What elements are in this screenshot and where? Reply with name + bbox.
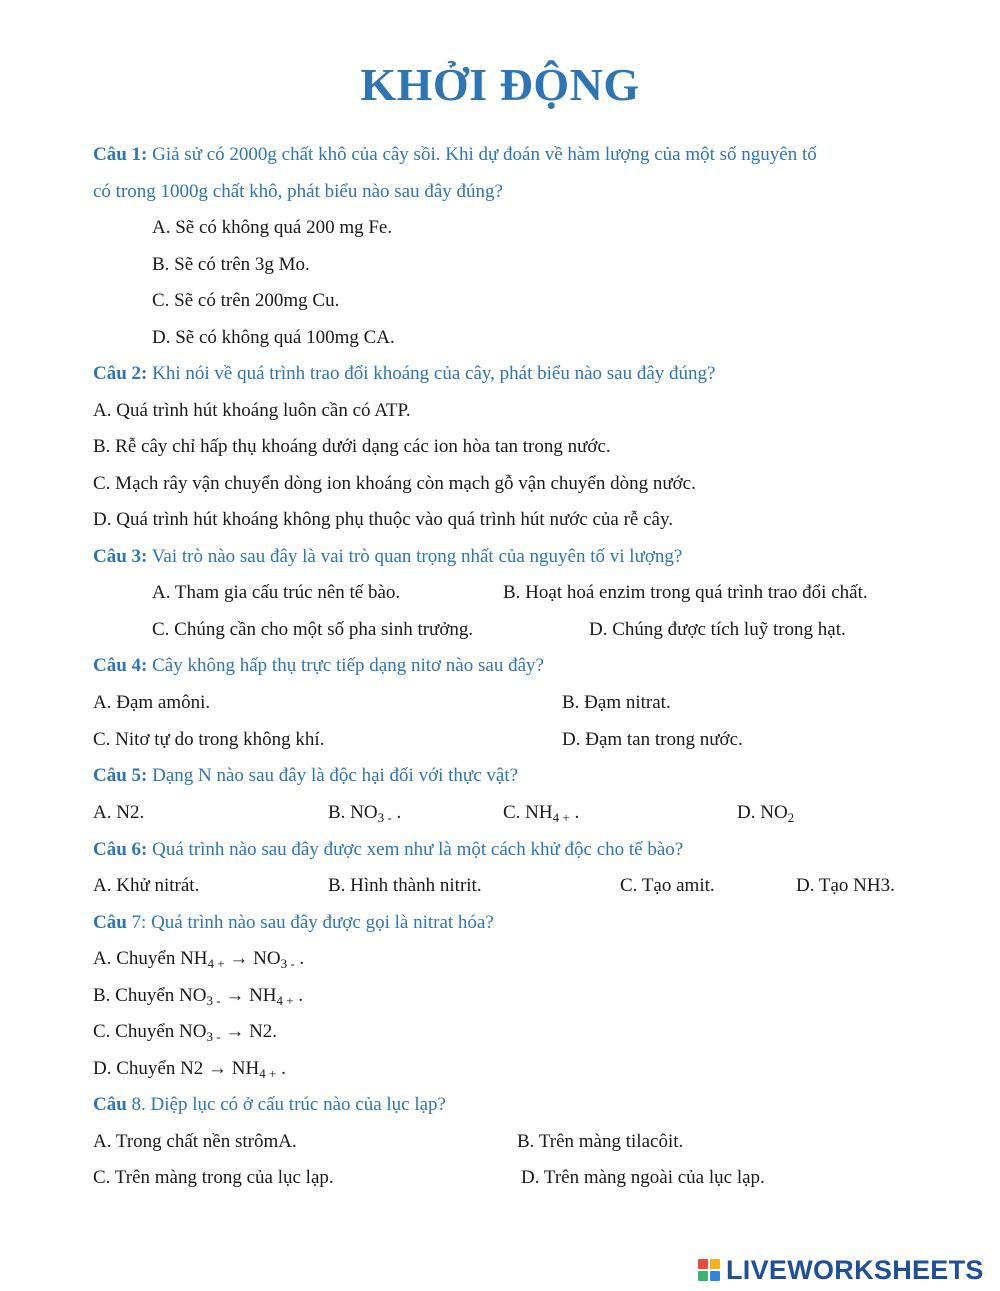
logo-square-icon xyxy=(698,1271,708,1281)
q3-option-c[interactable]: C. Chúng cần cho một số pha sinh trưởng. xyxy=(152,619,474,640)
q1-option-a[interactable]: A. Sẽ có không quá 200 mg Fe. xyxy=(152,217,393,238)
liveworksheets-logo[interactable] xyxy=(698,1254,984,1286)
question-3-label: Câu 3: xyxy=(93,546,148,567)
q8-option-b[interactable]: B. Trên màng tilacôit. xyxy=(517,1131,684,1152)
q5-option-b[interactable]: B. $NO_{3 -}$ . xyxy=(328,802,402,825)
question-4-label: Câu 4: xyxy=(93,655,148,676)
q6-option-a[interactable]: A. Khử nitrát. xyxy=(93,875,200,896)
question-2-label: Câu 2: xyxy=(93,363,148,384)
logo-square-icon xyxy=(710,1271,720,1281)
q1-option-c[interactable]: C. Sẽ có trên 200mg Cu. xyxy=(152,290,340,311)
q8-option-d[interactable]: D. Trên màng ngoài của lục lạp. xyxy=(521,1167,765,1188)
logo-square-icon xyxy=(698,1259,708,1269)
q1-option-d[interactable]: D. Sẽ có không quá 100mg CA. xyxy=(152,327,395,348)
q5-option-d[interactable]: D. $NO_2$ xyxy=(737,802,795,825)
q3-option-a[interactable]: A. Tham gia cấu trúc nên tế bào. xyxy=(152,582,401,603)
question-1-stem-cont: có trong 1000g chất khô, phát biểu nào sau đây đúng? xyxy=(93,181,503,202)
q7-option-c[interactable]: C. Chuyển $NO_{3 -} \to N2$. xyxy=(93,1021,278,1044)
q5-option-a[interactable]: A. N2. xyxy=(93,802,145,823)
question-3-stem: Câu 3: Vai trò nào sau đây là vai trò quan trọng nhất của nguyên tố vi lượng? xyxy=(93,546,683,567)
q6-option-b[interactable]: B. Hình thành nitrit. xyxy=(328,875,482,896)
question-8-label: Câu xyxy=(93,1094,127,1115)
q2-option-c[interactable]: C. Mạch rây vận chuyển dòng ion khoáng còn mạch gỗ vận chuyển dòng nước. xyxy=(93,473,696,494)
q2-option-b[interactable]: B. Rễ cây chỉ hấp thụ khoáng dưới dạng các ion hòa tan trong nước. xyxy=(93,436,611,457)
question-2-stem: Câu 2: Khi nói về quá trình trao đổi khoáng của cây, phát biểu nào sau đây đúng? xyxy=(93,363,716,384)
q7-option-d[interactable]: D. Chuyển $N2 \to NH_{4 +}$ . xyxy=(93,1058,286,1081)
brand-name: LIVEWORKSHEETS xyxy=(726,1254,984,1285)
question-7-stem: Câu 7: Quá trình nào sau đây được gọi là nitrat hóa? xyxy=(93,912,494,933)
q6-option-d[interactable]: D. Tạo NH3. xyxy=(796,875,895,896)
q4-option-b[interactable]: B. Đạm nitrat. xyxy=(562,692,671,713)
q6-option-c[interactable]: C. Tạo amit. xyxy=(620,875,715,896)
q4-option-d[interactable]: D. Đạm tan trong nước. xyxy=(562,729,743,750)
question-6-stem: Câu 6: Quá trình nào sau đây được xem như là một cách khử độc cho tế bào? xyxy=(93,839,684,860)
question-7-label: Câu xyxy=(93,912,127,933)
q3-option-b[interactable]: B. Hoạt hoá enzim trong quá trình trao đổi chất. xyxy=(503,582,868,603)
q4-option-a[interactable]: A. Đạm amôni. xyxy=(93,692,211,713)
q7-option-b[interactable]: B. Chuyển $NO_{3 -} \to NH_{4 +}$ . xyxy=(93,985,304,1008)
question-1-stem: Câu 1: Giả sử có 2000g chất khô của cây sồi. Khi dự đoán về hàm lượng của một số nguyên tố xyxy=(93,144,817,165)
question-6-label: Câu 6: xyxy=(93,839,148,860)
q7-option-a[interactable]: A. Chuyển $NH_{4 +} \to NO_{3 -}$ . xyxy=(93,948,305,971)
question-5-stem: Câu 5: Dạng N nào sau đây là độc hại đối với thực vật? xyxy=(93,765,519,786)
question-4-stem: Câu 4: Cây không hấp thụ trực tiếp dạng nitơ nào sau đây? xyxy=(93,655,544,676)
q3-option-d[interactable]: D. Chúng được tích luỹ trong hạt. xyxy=(589,619,846,640)
question-1-label: Câu 1: xyxy=(93,144,148,165)
q8-option-c[interactable]: C. Trên màng trong của lục lạp. xyxy=(93,1167,334,1188)
q4-option-c[interactable]: C. Nitơ tự do trong không khí. xyxy=(93,729,325,750)
question-5-label: Câu 5: xyxy=(93,765,148,786)
q8-option-a[interactable]: A. Trong chất nền strômA. xyxy=(93,1131,297,1152)
q1-option-b[interactable]: B. Sẽ có trên 3g Mo. xyxy=(152,254,310,275)
q2-option-d[interactable]: D. Quá trình hút khoáng không phụ thuộc vào quá trình hút nước của rễ cây. xyxy=(93,509,674,530)
q2-option-a[interactable]: A. Quá trình hút khoáng luôn cần có ATP. xyxy=(93,400,411,421)
logo-square-icon xyxy=(710,1259,720,1269)
page-title: KHỞI ĐỘNG xyxy=(360,59,640,110)
question-8-stem: Câu 8. Diệp lục có ở cấu trúc nào của lục lạp? xyxy=(93,1094,446,1115)
q5-option-c[interactable]: C. $NH_{4 +}$ . xyxy=(503,802,580,825)
logo-grid-icon xyxy=(698,1259,720,1281)
